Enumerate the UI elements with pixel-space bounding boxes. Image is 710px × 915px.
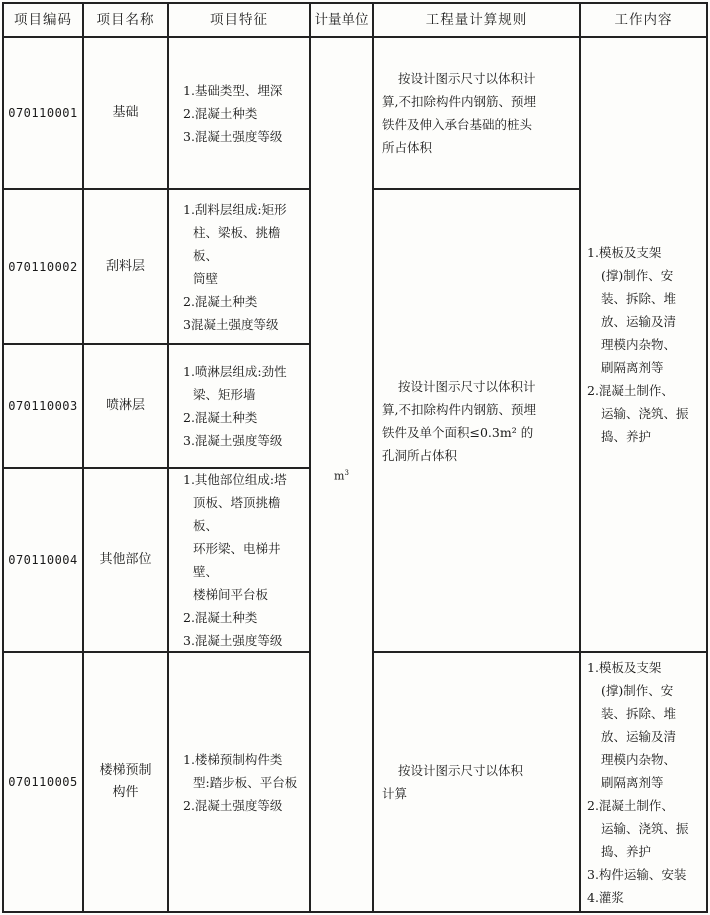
feature-line: 筒壁	[193, 270, 219, 286]
work-line: 理模内杂物、	[601, 337, 677, 352]
work-line: (撑)制作、安	[601, 682, 674, 698]
work-cell	[581, 38, 706, 651]
work-line: 运输、浇筑、振	[601, 820, 689, 836]
feature-line: 3.混凝土强度等级	[183, 433, 283, 448]
feature-line: 3.混凝土强度等级	[183, 633, 283, 648]
feature-line: 楼梯间平台板	[193, 587, 269, 602]
item-name: 基础	[112, 105, 139, 120]
rule-line: 所占体积	[382, 140, 433, 155]
work-line: 2.混凝土制作、	[587, 383, 674, 398]
feature-line: 1.基础类型、埋深	[183, 82, 283, 98]
item-name-line: 构件	[112, 785, 139, 800]
item-name	[84, 653, 167, 911]
rule-line: 孔洞所占体积	[382, 447, 458, 463]
feature-line: 1.刮料层组成:矩形	[183, 201, 287, 217]
feature-line: 柱、梁板、挑檐板、	[193, 224, 281, 263]
item-code: 070110002	[8, 259, 78, 274]
header-work: 工作内容	[614, 12, 673, 28]
item-name: 喷淋层	[105, 398, 145, 413]
feature-line: 梁、矩形墙	[193, 387, 256, 402]
item-name-line: 楼梯预制	[99, 763, 152, 778]
feature-line: 2.混凝土种类	[183, 105, 258, 121]
table-border-right	[706, 2, 708, 913]
header-features: 项目特征	[210, 12, 268, 28]
feature-line: 顶板、塔顶挑檐板、	[193, 495, 281, 533]
rule-cell	[374, 38, 579, 188]
rule-line: 算,不扣除构件内钢筋、预埋	[382, 94, 536, 109]
work-line: 1.模板及支架	[587, 245, 662, 260]
feature-line: 2.混凝土强度等级	[183, 797, 283, 813]
work-line: 理模内杂物、	[601, 751, 677, 767]
work-line: 刷隔离剂等	[601, 774, 664, 790]
item-code: 070110005	[8, 775, 78, 789]
unit-value: $m^3$	[334, 468, 349, 483]
work-line: 放、运输及清	[601, 314, 677, 329]
work-line: 装、拆除、堆	[601, 705, 677, 721]
feature-line: 1.其他部位组成:塔	[183, 472, 287, 487]
rule-cell	[374, 653, 579, 911]
work-line: 放、运输及清	[601, 728, 677, 744]
item-name: 其他部位	[99, 552, 152, 567]
item-features	[169, 190, 309, 343]
header-code: 项目编码	[14, 12, 72, 28]
feature-line: 型:踏步板、平台板	[193, 774, 298, 790]
work-line: 4.灌浆	[587, 889, 624, 905]
feature-line: 2.混凝土种类	[183, 610, 258, 625]
rule-line: 按设计图示尺寸以体积计	[398, 378, 536, 394]
rule-line: 算,不扣除构件内钢筋、预埋	[382, 401, 536, 417]
unit-cell	[311, 38, 372, 911]
item-features	[169, 469, 309, 651]
work-cell	[581, 653, 706, 911]
feature-line: 2.混凝土种类	[183, 410, 258, 425]
rule-line: 按设计图示尺寸以体积	[398, 763, 524, 778]
item-code: 070110003	[8, 399, 78, 413]
item-name: 刮料层	[105, 258, 145, 274]
feature-line: 环形梁、电梯井壁、	[193, 541, 281, 579]
header-rule: 工程量计算规则	[425, 12, 528, 28]
item-code: 070110004	[8, 553, 78, 567]
work-line: (撑)制作、安	[601, 268, 674, 283]
work-line: 刷隔离剂等	[601, 360, 664, 375]
work-line: 2.混凝土制作、	[587, 797, 674, 813]
work-line: 捣、养护	[601, 429, 652, 444]
work-line: 3.构件运输、安装	[587, 866, 687, 882]
rule-line: 铁件及单个面积≤0.3m² 的	[382, 424, 534, 440]
work-line: 捣、养护	[601, 843, 652, 859]
rule-line: 计算	[382, 786, 408, 801]
item-code: 070110001	[8, 106, 78, 120]
rule-line: 铁件及伸入承台基础的桩头	[382, 117, 533, 132]
feature-line: 2.混凝土种类	[183, 293, 258, 309]
header-name: 项目名称	[96, 12, 155, 28]
rule-cell	[374, 190, 579, 651]
work-line: 运输、浇筑、振	[601, 406, 689, 421]
work-line: 1.模板及支架	[587, 659, 662, 675]
feature-line: 1.喷淋层组成:劲性	[183, 364, 287, 379]
feature-line: 1.楼梯预制构件类	[183, 751, 283, 767]
item-features	[169, 653, 309, 911]
feature-line: 3.混凝土强度等级	[183, 128, 283, 144]
item-features	[169, 345, 309, 467]
rule-line: 按设计图示尺寸以体积计	[398, 71, 536, 86]
item-features	[169, 38, 309, 188]
work-line: 装、拆除、堆	[601, 291, 677, 306]
table-border-bottom	[2, 911, 708, 913]
feature-line: 3混凝土强度等级	[183, 316, 279, 332]
header-unit: 计量单位	[314, 12, 369, 28]
